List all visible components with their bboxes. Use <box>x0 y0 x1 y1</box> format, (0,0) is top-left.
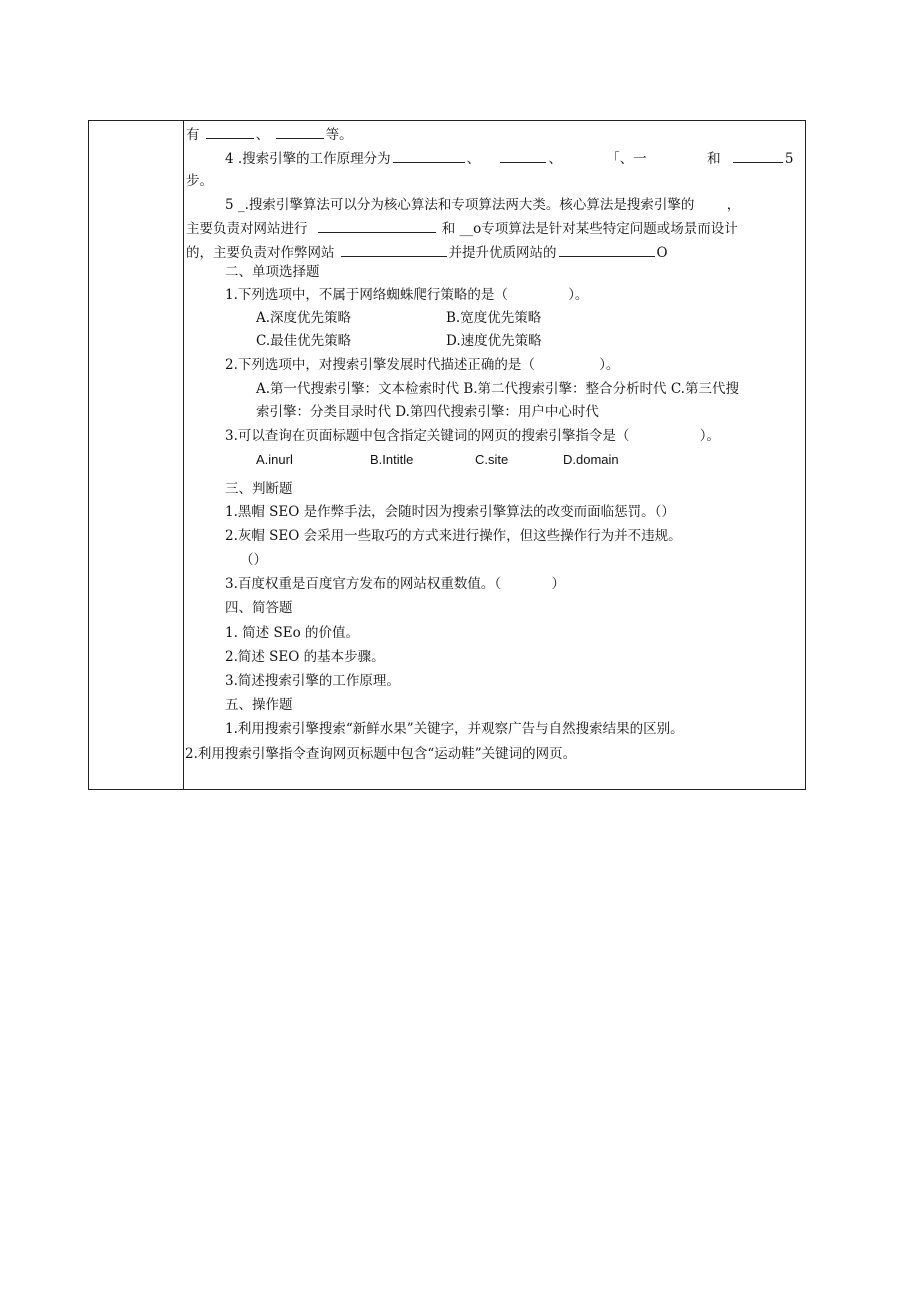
choice-q2-options-line2: 索引擎：分类目录时代 D.第四代搜索引擎：用户中心时代 <box>256 404 599 420</box>
short-q2: 2.简述 SEO 的基本步骤。 <box>225 649 385 665</box>
choice-q2: 2.下列选项中，对搜索引擎发展时代描述正确的是（ ）。 <box>225 357 620 373</box>
choice-q3-option-a: A.inurl <box>256 452 293 467</box>
choice-q3-option-c: C.site <box>475 452 509 467</box>
fill-in-q3-line: 有 、 等。 <box>186 127 353 143</box>
answer-blank <box>276 125 324 139</box>
answer-blank <box>393 149 465 163</box>
fill-in-q5-line3: 的，主要负责对作弊网站 并提升优质网站的 O <box>186 245 668 261</box>
choice-q2-options-line1: A.第一代搜索引擎：文本检索时代 B.第二代搜索引擎：整合分析时代 C.第三代搜 <box>256 381 739 397</box>
tf-q2: 2.灰帽 SEO 会采用一些取巧的方式来进行操作，但这些操作行为并不违规。 <box>225 528 682 544</box>
choice-q3: 3.可以查询在页面标题中包含指定关键词的网页的搜索引擎指令是（ ）。 <box>225 428 720 444</box>
op-q1: 1.利用搜索引擎搜索“新鲜水果”关键字，并观察广告与自然搜索结果的区别。 <box>225 721 684 737</box>
choice-q1-option-c: C.最佳优先策略 <box>256 333 352 349</box>
fill-in-q4-line: 4 .搜索引擎的工作原理分为 、 、 「、一 和 5 <box>225 151 794 167</box>
fill-in-q4-end: 步。 <box>186 173 213 189</box>
fill-in-q5-line1: 5 _.搜索引擎算法可以分为核心算法和专项算法两大类。核心算法是搜索引擎的 ， <box>225 197 741 213</box>
choice-q1-option-b: B.宽度优先策略 <box>446 310 542 326</box>
table-left-column <box>89 121 184 789</box>
section-heading-short-answer: 四、简答题 <box>225 600 293 616</box>
answer-blank <box>733 149 783 163</box>
answer-blank <box>206 125 254 139</box>
answer-blank <box>500 149 546 163</box>
answer-blank <box>318 219 436 233</box>
op-q2: 2.利用搜索引擎指令查询网页标题中包含“运动鞋”关键词的网页。 <box>185 746 577 762</box>
choice-q1-option-d: D.速度优先策略 <box>446 333 542 349</box>
choice-q3-option-b: B.Intitle <box>370 452 414 467</box>
choice-q1: 1.下列选项中，不属于网络蜘蛛爬行策略的是（ ）。 <box>225 287 589 303</box>
choice-q3-option-d: D.domain <box>563 452 619 467</box>
short-q3: 3.简述搜索引擎的工作原理。 <box>225 673 400 689</box>
short-q1: 1. 简述 SEo 的价值。 <box>225 625 359 641</box>
choice-q1-option-a: A.深度优先策略 <box>256 310 352 326</box>
answer-blank <box>341 243 447 257</box>
tf-q2-answer-parens: （） <box>240 552 267 568</box>
answer-blank <box>559 243 655 257</box>
fill-in-q5-line2: 主要负责对网站进行 和 __o专项算法是针对某些特定问题或场景而设计 <box>186 221 738 237</box>
section-heading-true-false: 三、判断题 <box>225 481 293 497</box>
section-heading-operation: 五、操作题 <box>225 697 293 713</box>
tf-q3: 3.百度权重是百度官方发布的网站权重数值。（ ） <box>225 576 565 592</box>
tf-q1: 1.黑帽 SEO 是作弊手法，会随时因为搜索引擎算法的改变而面临惩罚。（） <box>225 504 675 520</box>
section-heading-single-choice: 二、单项选择题 <box>225 264 320 280</box>
